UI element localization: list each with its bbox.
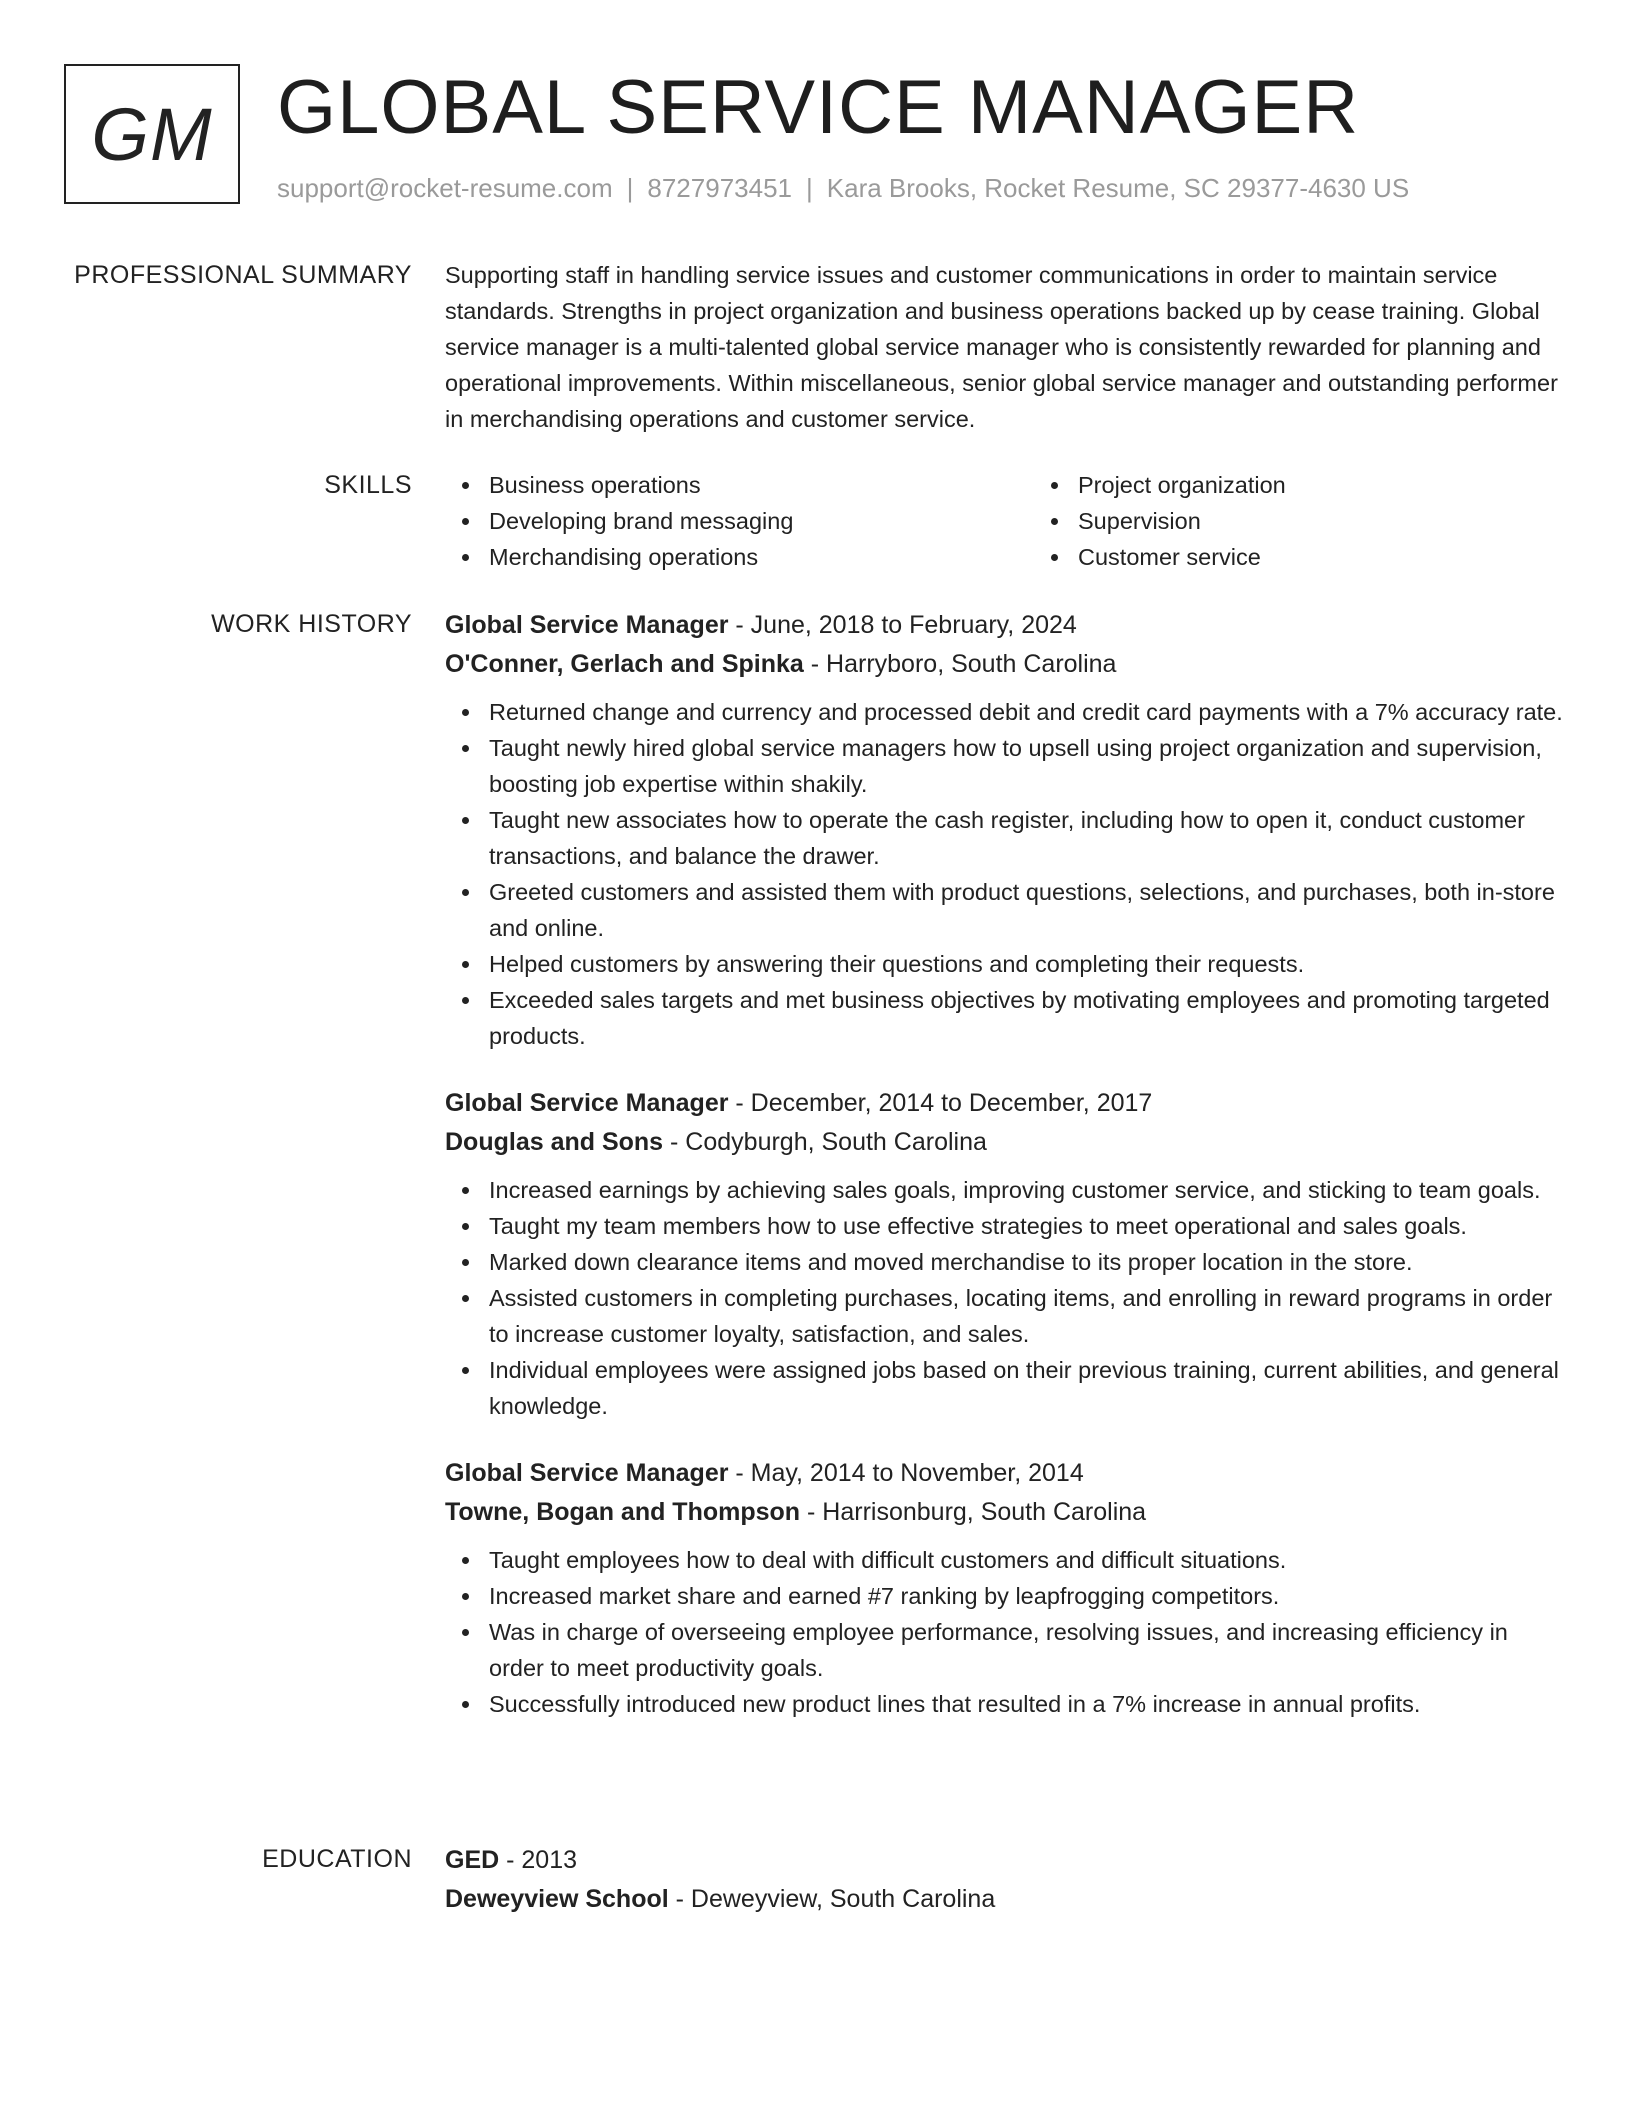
job-bullets xyxy=(445,694,1568,1054)
summary-label: PROFESSIONAL SUMMARY xyxy=(74,261,412,289)
education-school-line xyxy=(445,1880,1568,1919)
skills-content xyxy=(445,467,1623,575)
resume-header xyxy=(64,64,1564,214)
work-history-content xyxy=(445,606,1568,1722)
job-bullet: Successfully introduced new product lines that resulted in a 7% increase in annual profits. xyxy=(489,1686,1568,1722)
job-location: - Codyburgh, South Carolina xyxy=(663,1128,987,1156)
job-company: Douglas and Sons xyxy=(445,1128,664,1156)
education-degree-line xyxy=(445,1841,1568,1880)
skill-item: Supervision xyxy=(1078,503,1623,539)
contact-info xyxy=(277,173,1409,204)
job-bullet: Marked down clearance items and moved merchandise to its proper location in the store. xyxy=(489,1244,1568,1280)
skill-item: Customer service xyxy=(1078,539,1623,575)
contact-separator: | xyxy=(626,173,634,203)
job-title-line xyxy=(445,606,1568,645)
job-dates: - May, 2014 to November, 2014 xyxy=(728,1459,1084,1487)
job-bullet: Taught newly hired global service managers how to upsell using project organization and supervision, boosting job expertise within shakily. xyxy=(489,730,1568,802)
job-bullet: Increased market share and earned #7 ranking by leapfrogging competitors. xyxy=(489,1578,1568,1614)
education-year: - 2013 xyxy=(499,1846,578,1874)
job-location: - Harryboro, South Carolina xyxy=(803,650,1117,678)
summary-section xyxy=(64,257,1568,437)
monogram-logo: GM xyxy=(64,64,240,204)
skill-item: Merchandising operations xyxy=(489,539,1034,575)
job-bullet: Taught new associates how to operate the cash register, including how to open it, conduct customer transactions, and balance the drawer. xyxy=(489,802,1568,874)
contact-email: support@rocket-resume.com xyxy=(277,173,613,203)
skill-item: Developing brand messaging xyxy=(489,503,1034,539)
skills-grid xyxy=(445,467,1623,575)
job-dates: - December, 2014 to December, 2017 xyxy=(728,1089,1153,1117)
skill-item: Project organization xyxy=(1078,467,1623,503)
job-bullet: Returned change and currency and processed debit and credit card payments with a 7% accuracy rate. xyxy=(489,694,1568,730)
job-title: Global Service Manager xyxy=(445,1459,729,1487)
education-content xyxy=(445,1841,1568,1919)
job-dates: - June, 2018 to February, 2024 xyxy=(728,611,1077,639)
job-company: O'Conner, Gerlach and Spinka xyxy=(445,650,804,678)
job-bullet: Taught employees how to deal with difficult customers and difficult situations. xyxy=(489,1542,1568,1578)
page-title: GLOBAL SERVICE MANAGER xyxy=(277,65,1360,150)
work-history-label: WORK HISTORY xyxy=(211,610,412,638)
job-bullet: Taught my team members how to use effective strategies to meet operational and sales goals. xyxy=(489,1208,1568,1244)
job-company-line xyxy=(445,1493,1568,1532)
education-school: Deweyview School xyxy=(445,1885,669,1913)
job-title: Global Service Manager xyxy=(445,1089,729,1117)
education-section xyxy=(64,1841,1568,1919)
contact-phone: 8727973451 xyxy=(647,173,792,203)
job-bullet: Assisted customers in completing purchases, locating items, and enrolling in reward programs in order to increase customer loyalty, satisfaction, and sales. xyxy=(489,1280,1568,1352)
job-bullet: Increased earnings by achieving sales goals, improving customer service, and sticking to team goals. xyxy=(489,1172,1568,1208)
skills-column-1 xyxy=(445,467,1034,575)
job-entry xyxy=(445,1084,1568,1424)
job-bullets xyxy=(445,1172,1568,1424)
job-title-line xyxy=(445,1454,1568,1493)
job-company: Towne, Bogan and Thompson xyxy=(445,1498,801,1526)
contact-address: Kara Brooks, Rocket Resume, SC 29377-4630 US xyxy=(826,173,1410,203)
job-bullet: Individual employees were assigned jobs based on their previous training, current abilities, and general knowledge. xyxy=(489,1352,1568,1424)
job-location: - Harrisonburg, South Carolina xyxy=(800,1498,1147,1526)
education-label: EDUCATION xyxy=(262,1845,412,1873)
job-bullet: Was in charge of overseeing employee performance, resolving issues, and increasing efficiency in order to meet productivity goals. xyxy=(489,1614,1568,1686)
job-title-line xyxy=(445,1084,1568,1123)
job-entry xyxy=(445,1454,1568,1722)
job-bullet: Exceeded sales targets and met business objectives by motivating employees and promoting targeted products. xyxy=(489,982,1568,1054)
skills-label: SKILLS xyxy=(324,471,412,499)
education-location: - Deweyview, South Carolina xyxy=(668,1885,996,1913)
skills-section xyxy=(64,467,1568,575)
job-company-line xyxy=(445,645,1568,684)
education-degree: GED xyxy=(445,1846,500,1874)
work-history-section xyxy=(64,606,1568,1722)
job-entry xyxy=(445,606,1568,1054)
contact-separator: | xyxy=(806,173,813,203)
job-bullet: Helped customers by answering their questions and completing their requests. xyxy=(489,946,1568,982)
job-bullets xyxy=(445,1542,1568,1722)
skill-item: Business operations xyxy=(489,467,1034,503)
summary-content xyxy=(445,257,1568,437)
skills-column-2 xyxy=(1034,467,1623,575)
job-company-line xyxy=(445,1123,1568,1162)
job-title: Global Service Manager xyxy=(445,611,729,639)
summary-text: Supporting staff in handling service issues and customer communications in order to maintain service standards. Strengths in project organization and business operations backed up by cease training. Global service manager is a multi-talented global service manager who is consistently rewarded for planning and operational improvements. Within miscellaneous, senior global service manager and outstanding performer in merchandising operations and customer service. xyxy=(445,262,1558,432)
job-bullet: Greeted customers and assisted them with product questions, selections, and purchases, both in-store and online. xyxy=(489,874,1568,946)
